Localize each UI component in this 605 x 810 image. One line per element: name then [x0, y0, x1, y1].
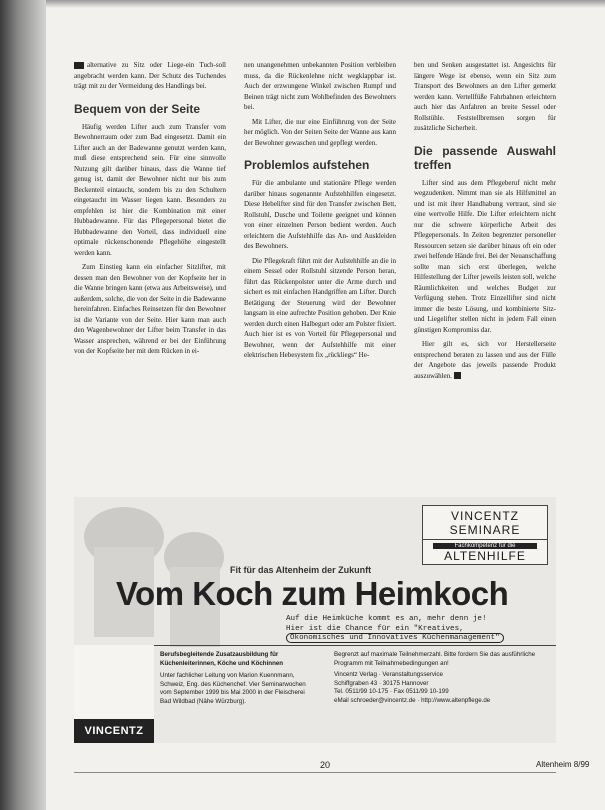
end-marker-icon: [454, 372, 461, 379]
column-3-paragraph-2-text: Hier gilt es, sich vor Herstellerseite entsprechend beraten zu lassen und aus der Fülle der Angebote das jeweils passende Produkt auszuwählen.: [414, 340, 556, 380]
scan-left-edge: [0, 0, 46, 810]
issue-label: Altenheim 8/99: [536, 760, 590, 769]
ad-contact-info: [334, 651, 554, 706]
ad-contact-line-5: eMail schroeder@vincentz.de · http://www.altenpflege.de: [334, 696, 491, 704]
page-number: 20: [320, 760, 331, 770]
ad-course-text: Unter fachlicher Leitung von Marion Kuennmann, Schweiz, Eng. des Küchenchef. Vier Seminarwochen vom September 1999 bis Mai 2000 in der Fleischerei Bad Wildbad (Nähe Würzburg).: [160, 672, 306, 705]
column-2-paragraph-2: Die Pflegekraft führt mit der Aufstehhilfe an die in einem Sessel oder Rollstuhl sitzende Person heran, führt das Rückenpolster unter die Arme durch und sichert es mit einfachen Handgriffen am Lifter. Durch Betätigung der Steuerung wird der Bewohner langsam in eine aufrechte Position gehoben. Der Knie werden durch einen Halbegurt oder am Polster fixiert. Auch hier ist es von Vorteil für Pflegepersonal und Bewohner, wenn der Aufstehhilfe mit einer elektrischen Hebesystem fix „rückliegs“ He-: [244, 256, 396, 359]
column-2-paragraph-0: nen unangenehmen unbekannten Position verbleiben muss, da die Rückenlehne nicht wegklappbar ist. Auch der erzwungene Winkel zwischen Rumpf und Beinen trägt nicht zum Wohlbefinden des Bewohners bei.: [244, 61, 396, 111]
ad-contact-line-4: Tel. 0511/99 10-175 · Fax 0511/99 10-199: [334, 688, 449, 696]
heading-bequem: Bequem von der Seite: [74, 101, 201, 116]
column-1-paragraph-1: Häufig werden Lifter auch zum Transfer vom Bewohnerraum oder zum Bad eingesetzt. Damit ein Lifter auch an der Badewanne genutzt werden kann, muß diese entsprechend sein. Für eine sinnvolle Nutzung gilt darüber hinaus, dass die Wanne tief genug ist, damit der Bewohner nicht nur bis zum Beckenteil eintaucht, sondern bis zu den Schultern eingetaucht im Wasser liegen kann. Besonders zu empfehlen ist hier die Kombination mit einer Hubbadewanne. Für das Pflegepersonal bietet die Hubbadewanne den Vorteil, dass individuell eine optimale rückenschonende Pflegehöhe eingestellt werden kann.: [74, 122, 226, 257]
ad-course-info: [160, 651, 310, 707]
ad-mono-line-1: Auf die Heimküche kommt es an, mehr denn je!: [286, 615, 487, 623]
ad-contact-line-2: Vincentz Verlag · Veranstaltungsservice: [334, 671, 443, 679]
ad-contact-line-3: Schiffgraben 43 · 30175 Hannover: [334, 679, 429, 687]
column-1-paragraph-2: Zum Einstieg kann ein einfacher Sitzlifter, mit dessen man den Bewohner von der Kopfseite her in die Wanne bringen kann (etwa aus Arbeitsweise), und außerdem, solche, die von der Seite in die Badewanne hereinfahren. Einfaches Reinsetzen für den Bewohner ist die Variante von der Seite. Hier kann man auch den Wagenbewohner der Lifter beim Transfer in das Wasser ansprechen, während er bei der Einführung von der Kopfseite her mit dem Rücken in ei-: [74, 263, 226, 355]
logo-seminare: SEMINARE: [423, 523, 547, 540]
column-2-paragraph-1: Für die ambulante und stationäre Pflege werden darüber hinaus sogenannte Aufstehhilfen eingesetzt. Diese Hebelifter sind für den Transfer zwischen Bett, Rollstuhl, Dusche und Toilette geeignet und können von einer einzelnen Person bedient werden. Auch erleichtern die Aufstehhilfe das An- und Auskleiden des Bewohners.: [244, 179, 396, 250]
ad-typewriter-text: [286, 615, 556, 644]
column-3-paragraph-2: [414, 339, 556, 381]
logo-altenhilfe: ALTENHILFE: [444, 549, 526, 563]
ad-subtitle: Fit für das Altenheim der Zukunft: [230, 565, 372, 575]
ad-mono-line-2: Hier ist die Chance für ein "Kreatives,: [286, 624, 464, 633]
vincentz-seminare-logo: [422, 505, 548, 565]
logo-fachkompetenz: Fachkompetenz für die: [433, 543, 537, 549]
ad-course-bold: Berufsbegleitende Zusatzausbildung für Küchenleiterinnen, Köche und Köchinnen: [160, 651, 284, 667]
text-column-2: [244, 60, 396, 365]
ad-contact-line-1: Begrenzt auf maximale Teilnehmerzahl. Bitte fordern Sie das ausführliche Programm mit Teilnahmebedingungen an!: [334, 651, 536, 667]
column-2-paragraph-0b: Mit Lifter, die nur eine Einführung von der Seite her möglich. Von der Seiten Seite der Wanne aus kann der Bewohner gewaschen und gepflegt werden.: [244, 117, 396, 147]
section-marker-icon: [74, 62, 84, 69]
ad-separator: [154, 645, 556, 646]
column-1-intro: [74, 60, 226, 92]
footer-rule: [74, 772, 556, 773]
column-3-paragraph-1: Lifter sind aus dem Pflegeberuf nicht mehr wegzudenken. Nimmt man sie als Hilfsmittel an und ist mit ihrer Handhabung vertraut, sind sie eine wertvolle Hilfe. Die Lifter erleichtern nicht nur die schwere körperliche Arbeit des Pflegepersonals. In Zeiten begrenzter personeller Ressourcen setzen sie darüber hinaus oft ein oder zwei helfende Hände frei. Bei der Neuanschaffung sollte man sich erst überlegen, welche Hilfestellung der Lifter jeweils leisten soll, welche Räumlichkeiten und welches Budget zur Verfügung stehen. Trotz Einzellifter sind nicht immer die beste Lösung, und kombinierte Sitz- und Liegelifter stellen nicht in jedem Fall einen günstigen Kompromiss dar.: [414, 178, 556, 334]
logo-vincentz: VINCENTZ: [451, 509, 519, 523]
column-1-intro-text: alternative zu Sitz oder Liege-ein Tuch-soll angebracht werden kann. Der Schutz des Tuchendes trägt mit zu der Vermeidung des Handlings bei.: [74, 61, 226, 90]
ad-mono-line-3-oval: Ökonomisches und Innovatives Küchenmanagement": [286, 633, 504, 643]
ad-title: Vom Koch zum Heimkoch: [116, 575, 509, 612]
text-column-3: [414, 60, 556, 385]
vincentz-logo-bottom: VINCENTZ: [74, 719, 154, 743]
heading-problemlos: Problemlos aufstehen: [244, 158, 370, 172]
scan-top-edge: [0, 0, 605, 8]
advertisement: [74, 497, 556, 743]
ad-mono-line-3: [286, 634, 556, 644]
heading-auswahl: Die passende Auswahl treffen: [414, 143, 556, 172]
column-3-paragraph-0: ben und Senken ausgestattet ist. Angesichts für längere Wege ist ebenso, wenn ein Sitz zum Transport des Bewohners an den Lifter gemerkt werden kann. Vertellfüße Fahrbahnen erleichtern auch hier das Anfahren an breite Sessel oder Rollstühle. Feststellbremsen sorgen für zusätzliche Sicherheit.: [414, 61, 556, 132]
text-column-1: [74, 60, 226, 361]
